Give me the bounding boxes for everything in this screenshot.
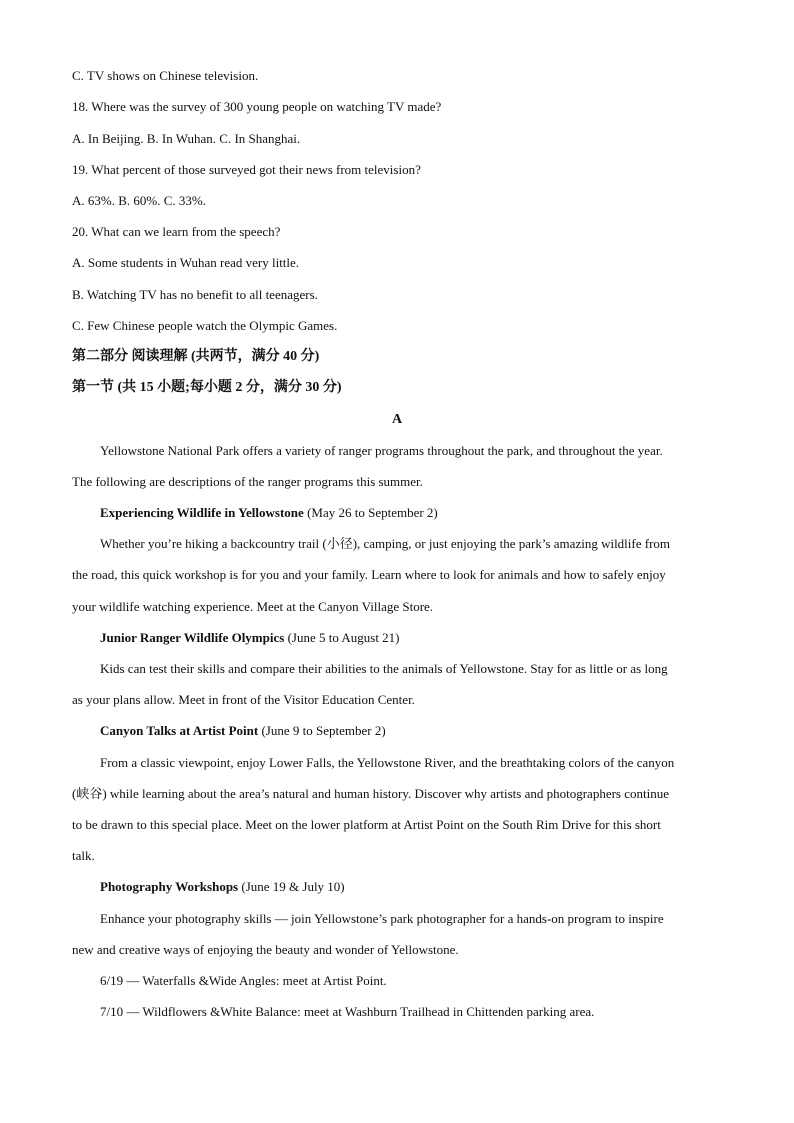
program-4-dates: (June 19 & July 10) <box>238 879 345 894</box>
program-4-heading <box>100 879 722 895</box>
question-19: 19. What percent of those surveyed got their news from television? <box>72 162 421 177</box>
program-1-title: Experiencing Wildlife in Yellowstone <box>100 505 304 520</box>
program-4-line-2: new and creative ways of enjoying the beauty and wonder of Yellowstone. <box>72 942 459 957</box>
program-4-line-1: Enhance your photography skills — join Yellowstone’s park photographer for a hands-on program to inspire <box>100 911 664 926</box>
program-3-line-1: From a classic viewpoint, enjoy Lower Falls, the Yellowstone River, and the breathtaking colors of the canyon <box>100 755 675 770</box>
program-3-title: Canyon Talks at Artist Point <box>100 723 259 738</box>
program-1-line-1: Whether you’re hiking a backcountry trail (小径), camping, or just enjoying the park’s amazing wildlife from <box>100 536 671 551</box>
program-2-title: Junior Ranger Wildlife Olympics <box>100 630 285 645</box>
question-18: 18. Where was the survey of 300 young people on watching TV made? <box>72 99 442 114</box>
program-3-line-2: (峡谷) while learning about the area’s natural and human history. Discover why artists and photographers continue <box>72 786 669 801</box>
part-two-heading: 第二部分 阅读理解 (共两节，满分 40 分) <box>72 349 320 364</box>
question-20-option-b: B. Watching TV has no benefit to all teenagers. <box>72 287 318 302</box>
program-2-dates: (June 5 to August 21) <box>284 630 400 645</box>
program-4-line-3: 6/19 — Waterfalls &Wide Angles: meet at Artist Point. <box>100 973 387 988</box>
intro-line-2: The following are descriptions of the ranger programs this summer. <box>72 474 423 489</box>
program-1-line-2: the road, this quick workshop is for you and your family. Learn where to look for animals and how to safely enjoy <box>72 567 666 582</box>
passage-label: A <box>391 412 403 427</box>
section-one-heading: 第一节 (共 15 小题;每小题 2 分，满分 30 分) <box>72 380 342 395</box>
program-3-dates: (June 9 to September 2) <box>258 723 386 738</box>
program-3-line-4: talk. <box>72 848 95 863</box>
program-1-heading <box>100 505 722 521</box>
intro-line-1: Yellowstone National Park offers a variety of ranger programs throughout the park, and throughout the year. <box>100 443 663 458</box>
question-17-option-c: C. TV shows on Chinese television. <box>72 68 259 83</box>
question-20: 20. What can we learn from the speech? <box>72 224 281 239</box>
program-1-line-3: your wildlife watching experience. Meet at the Canyon Village Store. <box>72 599 434 614</box>
program-2-line-2: as your plans allow. Meet in front of the Visitor Education Center. <box>72 692 415 707</box>
program-3-heading <box>100 723 722 739</box>
program-2-heading <box>100 630 722 646</box>
program-4-title: Photography Workshops <box>100 879 239 894</box>
question-18-options: A. In Beijing. B. In Wuhan. C. In Shanghai. <box>72 131 301 146</box>
question-19-options: A. 63%. B. 60%. C. 33%. <box>72 193 206 208</box>
question-20-option-c: C. Few Chinese people watch the Olympic Games. <box>72 318 338 333</box>
program-4-line-4: 7/10 — Wildflowers &White Balance: meet at Washburn Trailhead in Chittenden parking area. <box>100 1004 595 1019</box>
program-1-dates: (May 26 to September 2) <box>303 505 438 520</box>
question-20-option-a: A. Some students in Wuhan read very little. <box>72 255 300 270</box>
program-3-line-3: to be drawn to this special place. Meet on the lower platform at Artist Point on the South Rim Drive for this short <box>72 817 661 832</box>
program-2-line-1: Kids can test their skills and compare their abilities to the animals of Yellowstone. Stay for as little or as long <box>100 661 668 676</box>
